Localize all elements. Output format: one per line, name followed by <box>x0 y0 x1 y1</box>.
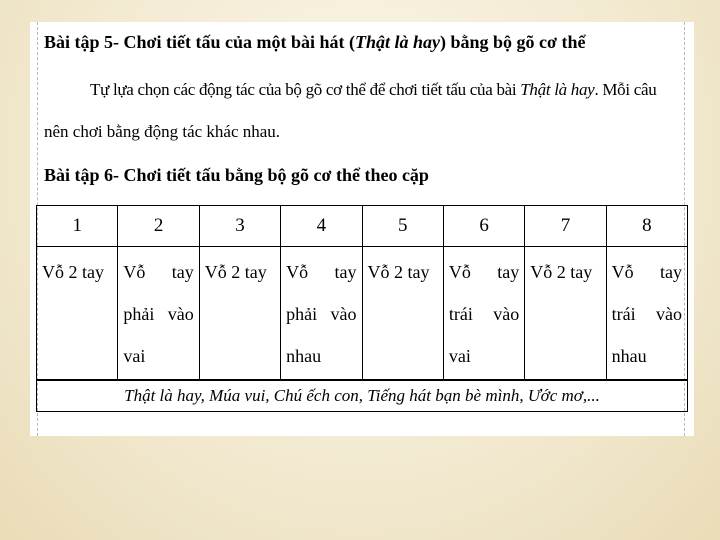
action-word: tay <box>334 262 357 282</box>
table-songs-row <box>37 380 688 412</box>
action-line <box>286 293 356 335</box>
table-action-row <box>37 247 688 381</box>
action-word: Vỗ 2 tay <box>204 262 267 282</box>
action-word: vào <box>167 304 194 324</box>
action-line <box>449 251 519 293</box>
action-word: vai <box>123 346 146 366</box>
beat-number: 6 <box>443 206 524 247</box>
action-line <box>286 251 356 293</box>
table-header-row <box>37 206 688 247</box>
rhythm-table <box>36 205 688 412</box>
action-word: phải <box>286 304 318 324</box>
action-word: tay <box>660 262 682 282</box>
action-cell <box>281 247 362 381</box>
action-word: Vỗ 2 tay <box>42 262 104 282</box>
action-word: phải <box>123 304 155 324</box>
action-line <box>530 251 600 293</box>
action-line <box>449 335 519 377</box>
action-word: nhau <box>611 346 647 366</box>
action-line <box>123 251 193 293</box>
action-line <box>612 251 682 293</box>
action-word: trái <box>611 304 636 324</box>
action-word: Vỗ 2 tay <box>530 262 593 282</box>
beat-number: 5 <box>362 206 443 247</box>
action-line <box>612 335 682 377</box>
action-word: tay <box>171 262 194 282</box>
beat-number: 2 <box>118 206 199 247</box>
action-line <box>42 251 112 293</box>
action-cell <box>443 247 524 381</box>
document-image <box>30 22 694 436</box>
action-cell <box>362 247 443 381</box>
action-cell <box>118 247 199 381</box>
action-line <box>286 335 356 377</box>
action-word: tay <box>497 262 520 282</box>
action-line <box>123 335 193 377</box>
exercise-6-title: Bài tập 6- Chơi tiết tấu bằng bộ gõ cơ thể theo cặp <box>44 165 429 185</box>
song-list: Thật là hay, Múa vui, Chú ếch con, Tiếng hát bạn bè mình, Ước mơ,... <box>37 380 688 412</box>
action-word: trái <box>448 304 473 324</box>
action-word: Vỗ <box>448 262 471 282</box>
action-line <box>123 293 193 335</box>
beat-number: 8 <box>606 206 687 247</box>
action-word: Vỗ <box>611 262 634 282</box>
action-cell <box>525 247 606 381</box>
action-word: vào <box>493 304 520 324</box>
action-line <box>449 293 519 335</box>
beat-number: 7 <box>525 206 606 247</box>
action-word: Vỗ <box>286 262 309 282</box>
action-line <box>612 293 682 335</box>
exercise-5-instruction-line-1: Tự lựa chọn các động tác của bộ gõ cơ thể để chơi tiết tấu của bài Thật là hay. Mỗi câu <box>90 80 657 99</box>
beat-number: 4 <box>281 206 362 247</box>
action-line <box>368 251 438 293</box>
action-line <box>205 251 275 293</box>
action-cell <box>606 247 687 381</box>
action-word: vai <box>448 346 471 366</box>
action-cell <box>37 247 118 381</box>
action-word: Vỗ <box>123 262 146 282</box>
action-word: vào <box>656 304 682 324</box>
action-word: nhau <box>286 346 322 366</box>
action-word: Vỗ 2 tay <box>367 262 430 282</box>
beat-number: 3 <box>199 206 280 247</box>
beat-number: 1 <box>37 206 118 247</box>
action-word: vào <box>330 304 357 324</box>
action-cell <box>199 247 280 381</box>
exercise-5-instruction-line-2: nên chơi bằng động tác khác nhau. <box>44 122 281 141</box>
exercise-5-title: Bài tập 5- Chơi tiết tấu của một bài hát (Thật là hay) bằng bộ gõ cơ thể <box>44 32 586 52</box>
